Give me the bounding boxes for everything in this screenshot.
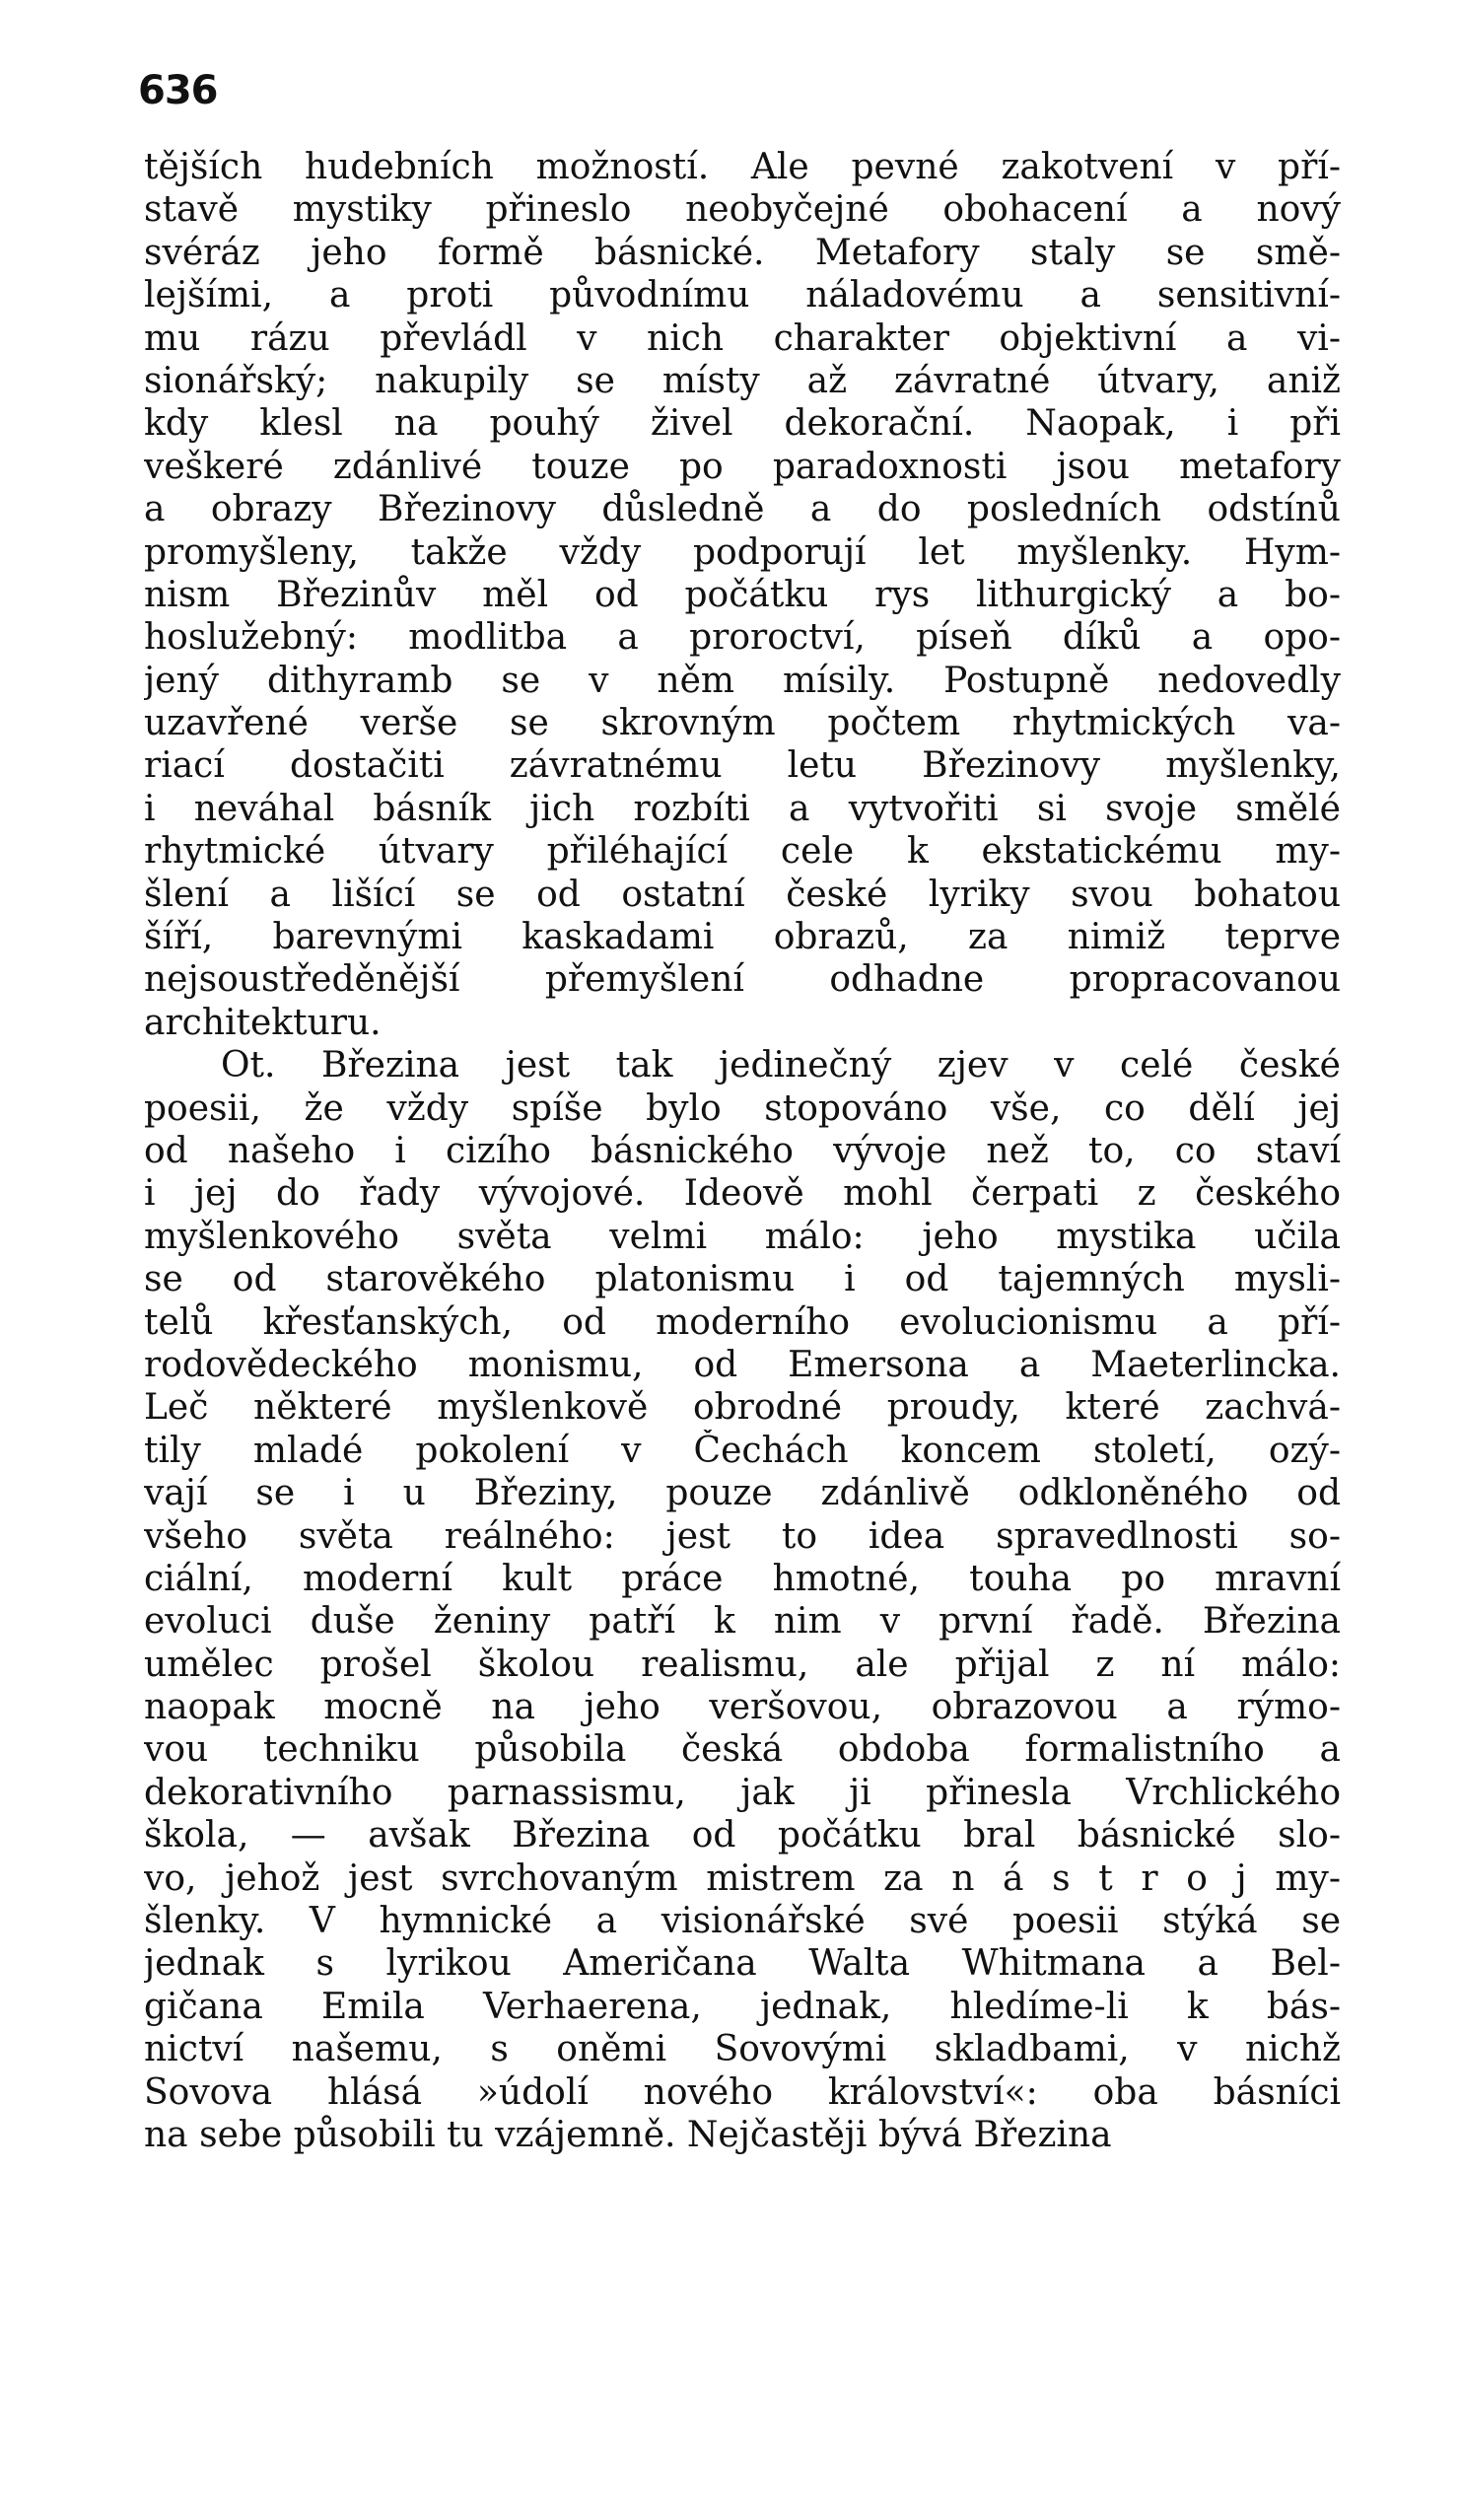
text-line: mu rázu převládl v nich charakter objektivní a vi- (144, 317, 1341, 359)
text-line: jednak s lyrikou Američana Walta Whitmana a Bel- (144, 1943, 1341, 1985)
text-line: uzavřené verše se skrovným počtem rhytmických va- (144, 703, 1341, 744)
text-line: lejšími, a proti původnímu náladovému a sensitivní- (144, 275, 1341, 316)
text-line: nism Březinův měl od počátku rys lithurgický a bo- (144, 574, 1341, 615)
text-line: myšlenkového světa velmi málo: jeho mystika učila (144, 1216, 1341, 1257)
text-line: naopak mocně na jeho veršovou, obrazovou a rýmo- (144, 1687, 1341, 1728)
text-line: promyšleny, takže vždy podporují let myšlenky. Hym- (144, 531, 1341, 573)
text-line: škola, — avšak Březina od počátku bral básnické slo- (144, 1815, 1341, 1856)
text-line: se od starověkého platonismu i od tajemných mysli- (144, 1259, 1341, 1300)
text-line: na sebe působili tu vzájemně. Nejčastěji bývá Březina (144, 2114, 1112, 2155)
text-line: architekturu. (144, 1002, 382, 1043)
text-line: a obrazy Březinovy důsledně a do posledních odstínů (144, 489, 1341, 530)
text-line: poesii, že vždy spíše bylo stopováno vše, co dělí jej (144, 1087, 1341, 1129)
text-line: svéráz jeho formě básnické. Metafory staly se smě- (144, 232, 1341, 273)
text-line: nejsoustředěnější přemyšlení odhadne propracovanou (144, 959, 1341, 1001)
text-line: rodovědeckého monismu, od Emersona a Maeterlincka. (144, 1344, 1341, 1385)
text-line: riací dostačiti závratnému letu Březinovy myšlenky, (144, 745, 1341, 787)
text-line: gičana Emila Verhaerena, jednak, hledíme-li k bás- (144, 1986, 1341, 2027)
text-line: vají se i u Březiny, pouze zdánlivě odkloněného od (144, 1473, 1341, 1514)
text-line: telů křesťanských, od moderního evolucionismu a pří- (144, 1301, 1341, 1343)
text-line: šlenky. V hymnické a visionářské své poesii stýká se (144, 1901, 1341, 1942)
text-line: veškeré zdánlivé touze po paradoxnosti jsou metafory (144, 446, 1341, 487)
text-line: nictví našemu, s oněmi Sovovými skladbami, v nichž (144, 2029, 1341, 2070)
text-line: vo, jehož jest svrchovaným mistrem za n á s t r o j my- (144, 1857, 1341, 1899)
text-line: Leč některé myšlenkově obrodné proudy, které zachvá- (144, 1387, 1341, 1429)
text-line: kdy klesl na pouhý živel dekorační. Naopak, i při (144, 403, 1341, 445)
body-text (144, 146, 1341, 2156)
text-line: i jej do řady vývojové. Ideově mohl čerpati z českého (144, 1173, 1341, 1215)
text-line: stavě mystiky přineslo neobyčejné obohacení a nový (144, 189, 1341, 231)
text-line: všeho světa reálného: jest to idea spravedlnosti so- (144, 1515, 1341, 1557)
text-line: rhytmické útvary přiléhající cele k ekstatickému my- (144, 831, 1341, 873)
text-line: i neváhal básník jich rozbíti a vytvořiti si svoje smělé (144, 788, 1341, 829)
text-line: od našeho i cizího básnického vývoje než to, co staví (144, 1130, 1341, 1171)
text-line: hoslužebný: modlitba a proroctví, píseň díků a opo- (144, 617, 1341, 659)
text-line: šíří, barevnými kaskadami obrazů, za nimiž teprve (144, 917, 1341, 958)
text-line: šlení a lišící se od ostatní české lyriky svou bohatou (144, 874, 1341, 915)
text-line: tily mladé pokolení v Čechách koncem století, ozý- (144, 1430, 1341, 1471)
page-number: 636 (138, 68, 218, 113)
text-line: ciální, moderní kult práce hmotné, touha po mravní (144, 1558, 1341, 1599)
text-line: vou techniku působila česká obdoba formalistního a (144, 1729, 1341, 1771)
text-line: tějších hudebních možností. Ale pevné zakotvení v pří- (144, 147, 1341, 187)
text-line: Sovova hlásá »údolí nového království«: oba básníci (144, 2071, 1341, 2113)
text-line: jený dithyramb se v něm mísily. Postupně nedovedly (144, 660, 1341, 701)
text-line: sionářský; nakupily se místy až závratné útvary, aniž (144, 360, 1341, 401)
text-line: Ot. Březina jest tak jedinečný zjev v celé české (221, 1045, 1341, 1086)
text-line: evoluci duše ženiny patří k nim v první řadě. Březina (144, 1601, 1341, 1643)
text-line: dekorativního parnassismu, jak ji přinesla Vrchlického (144, 1772, 1341, 1813)
text-line: umělec prošel školou realismu, ale přijal z ní málo: (144, 1644, 1341, 1685)
